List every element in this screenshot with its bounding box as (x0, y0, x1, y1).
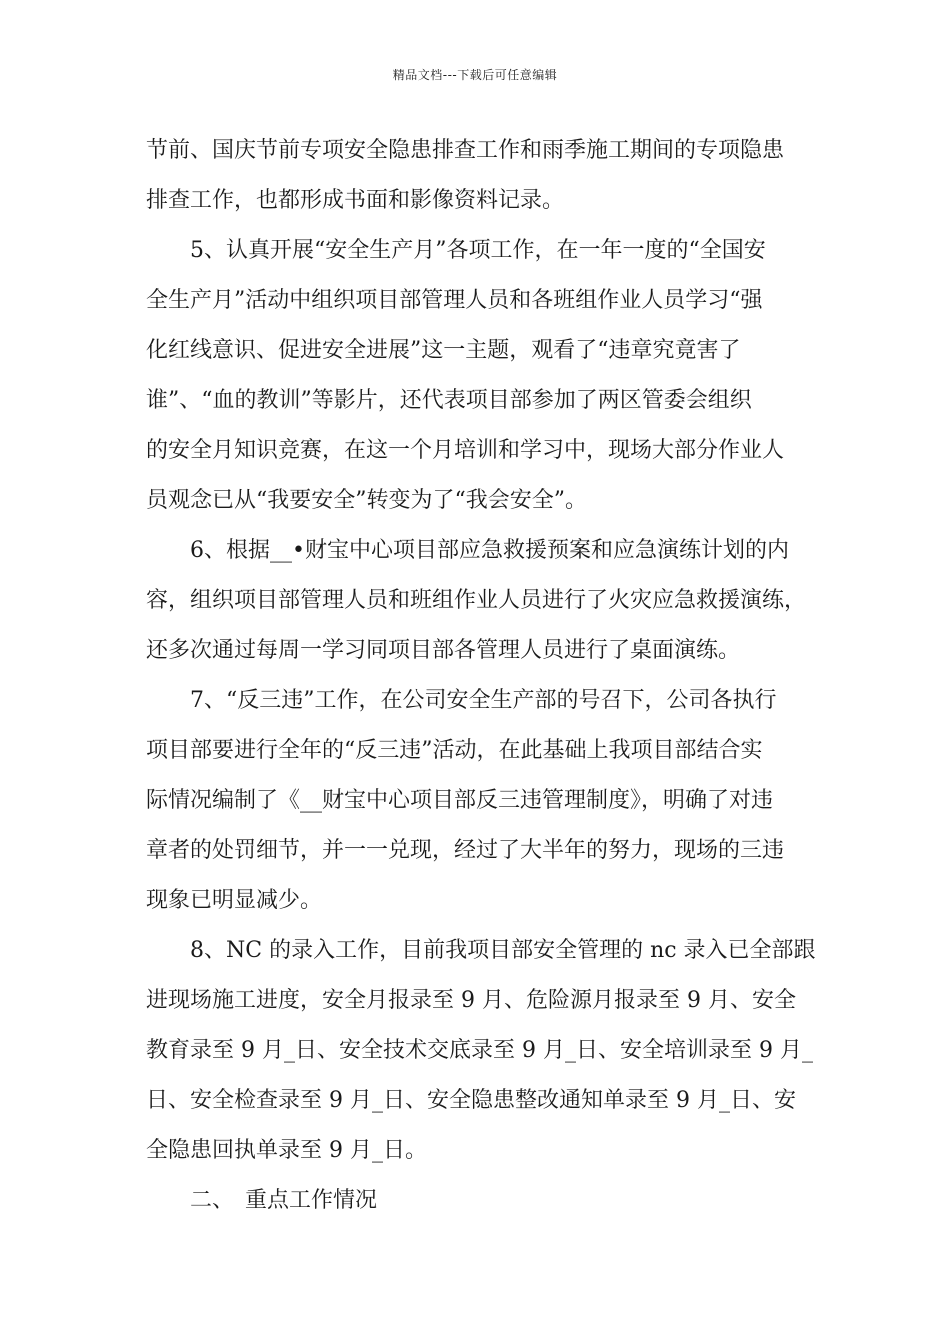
paragraph-line: 项目部要进行全年的“反三违”活动，在此基础上我项目部结合实 (146, 738, 763, 763)
paragraph-line: 教育录至 9 月_日、安全技术交底录至 9 月_日、安全培训录至 9 月_ (146, 1038, 813, 1063)
paragraph-line: 5、认真开展“安全生产月”各项工作，在一年一度的“全国安 (146, 238, 766, 263)
document-body (146, 126, 814, 1226)
paragraph-line: 还多次通过每周一学习同项目部各管理人员进行了桌面演练。 (146, 638, 741, 663)
page-header: 精品文档---下载后可任意编辑 (392, 68, 558, 82)
paragraph-line: 6、根据__•财宝中心项目部应急救援预案和应急演练计划的内 (146, 538, 789, 563)
paragraph-line: 全生产月”活动中组织项目部管理人员和各班组作业人员学习“强 (146, 288, 763, 313)
paragraph-line: 化红线意识、促进安全进展”这一主题，观看了“违章究竟害了 (146, 338, 741, 363)
paragraph-line: 章者的处罚细节，并一一兑现，经过了大半年的努力，现场的三违 (146, 838, 785, 863)
paragraph-line: 全隐患回执单录至 9 月_日。 (146, 1138, 427, 1163)
section-heading: 二、 重点工作情况 (146, 1188, 378, 1213)
paragraph-line: 员观念已从“我要安全”转变为了“我会安全”。 (146, 488, 587, 513)
paragraph-line: 节前、国庆节前专项安全隐患排查工作和雨季施工期间的专项隐患 (146, 138, 785, 163)
paragraph-line: 际情况编制了《__财宝中心项目部反三违管理制度》，明确了对违 (146, 788, 774, 813)
paragraph-line: 8、NC 的录入工作，目前我项目部安全管理的 nc 录入已全部跟 (146, 938, 816, 963)
paragraph-line: 进现场施工进度，安全月报录至 9 月、危险源月报录至 9 月、安全 (146, 988, 796, 1013)
paragraph-line: 排查工作，也都形成书面和影像资料记录。 (146, 188, 565, 213)
paragraph-line: 的安全月知识竞赛，在这一个月培训和学习中，现场大部分作业人 (146, 438, 785, 463)
paragraph-line: 7、“反三违”工作，在公司安全生产部的号召下，公司各执行 (146, 688, 777, 713)
paragraph-line: 现象已明显减少。 (146, 888, 323, 913)
paragraph-line: 容，组织项目部管理人员和班组作业人员进行了火灾应急救援演练， (146, 588, 807, 613)
paragraph-line: 日、安全检查录至 9 月_日、安全隐患整改通知单录至 9 月_日、安 (146, 1088, 796, 1113)
paragraph-line: 谁”、“血的教训”等影片，还代表项目部参加了两区管委会组织 (146, 388, 752, 413)
